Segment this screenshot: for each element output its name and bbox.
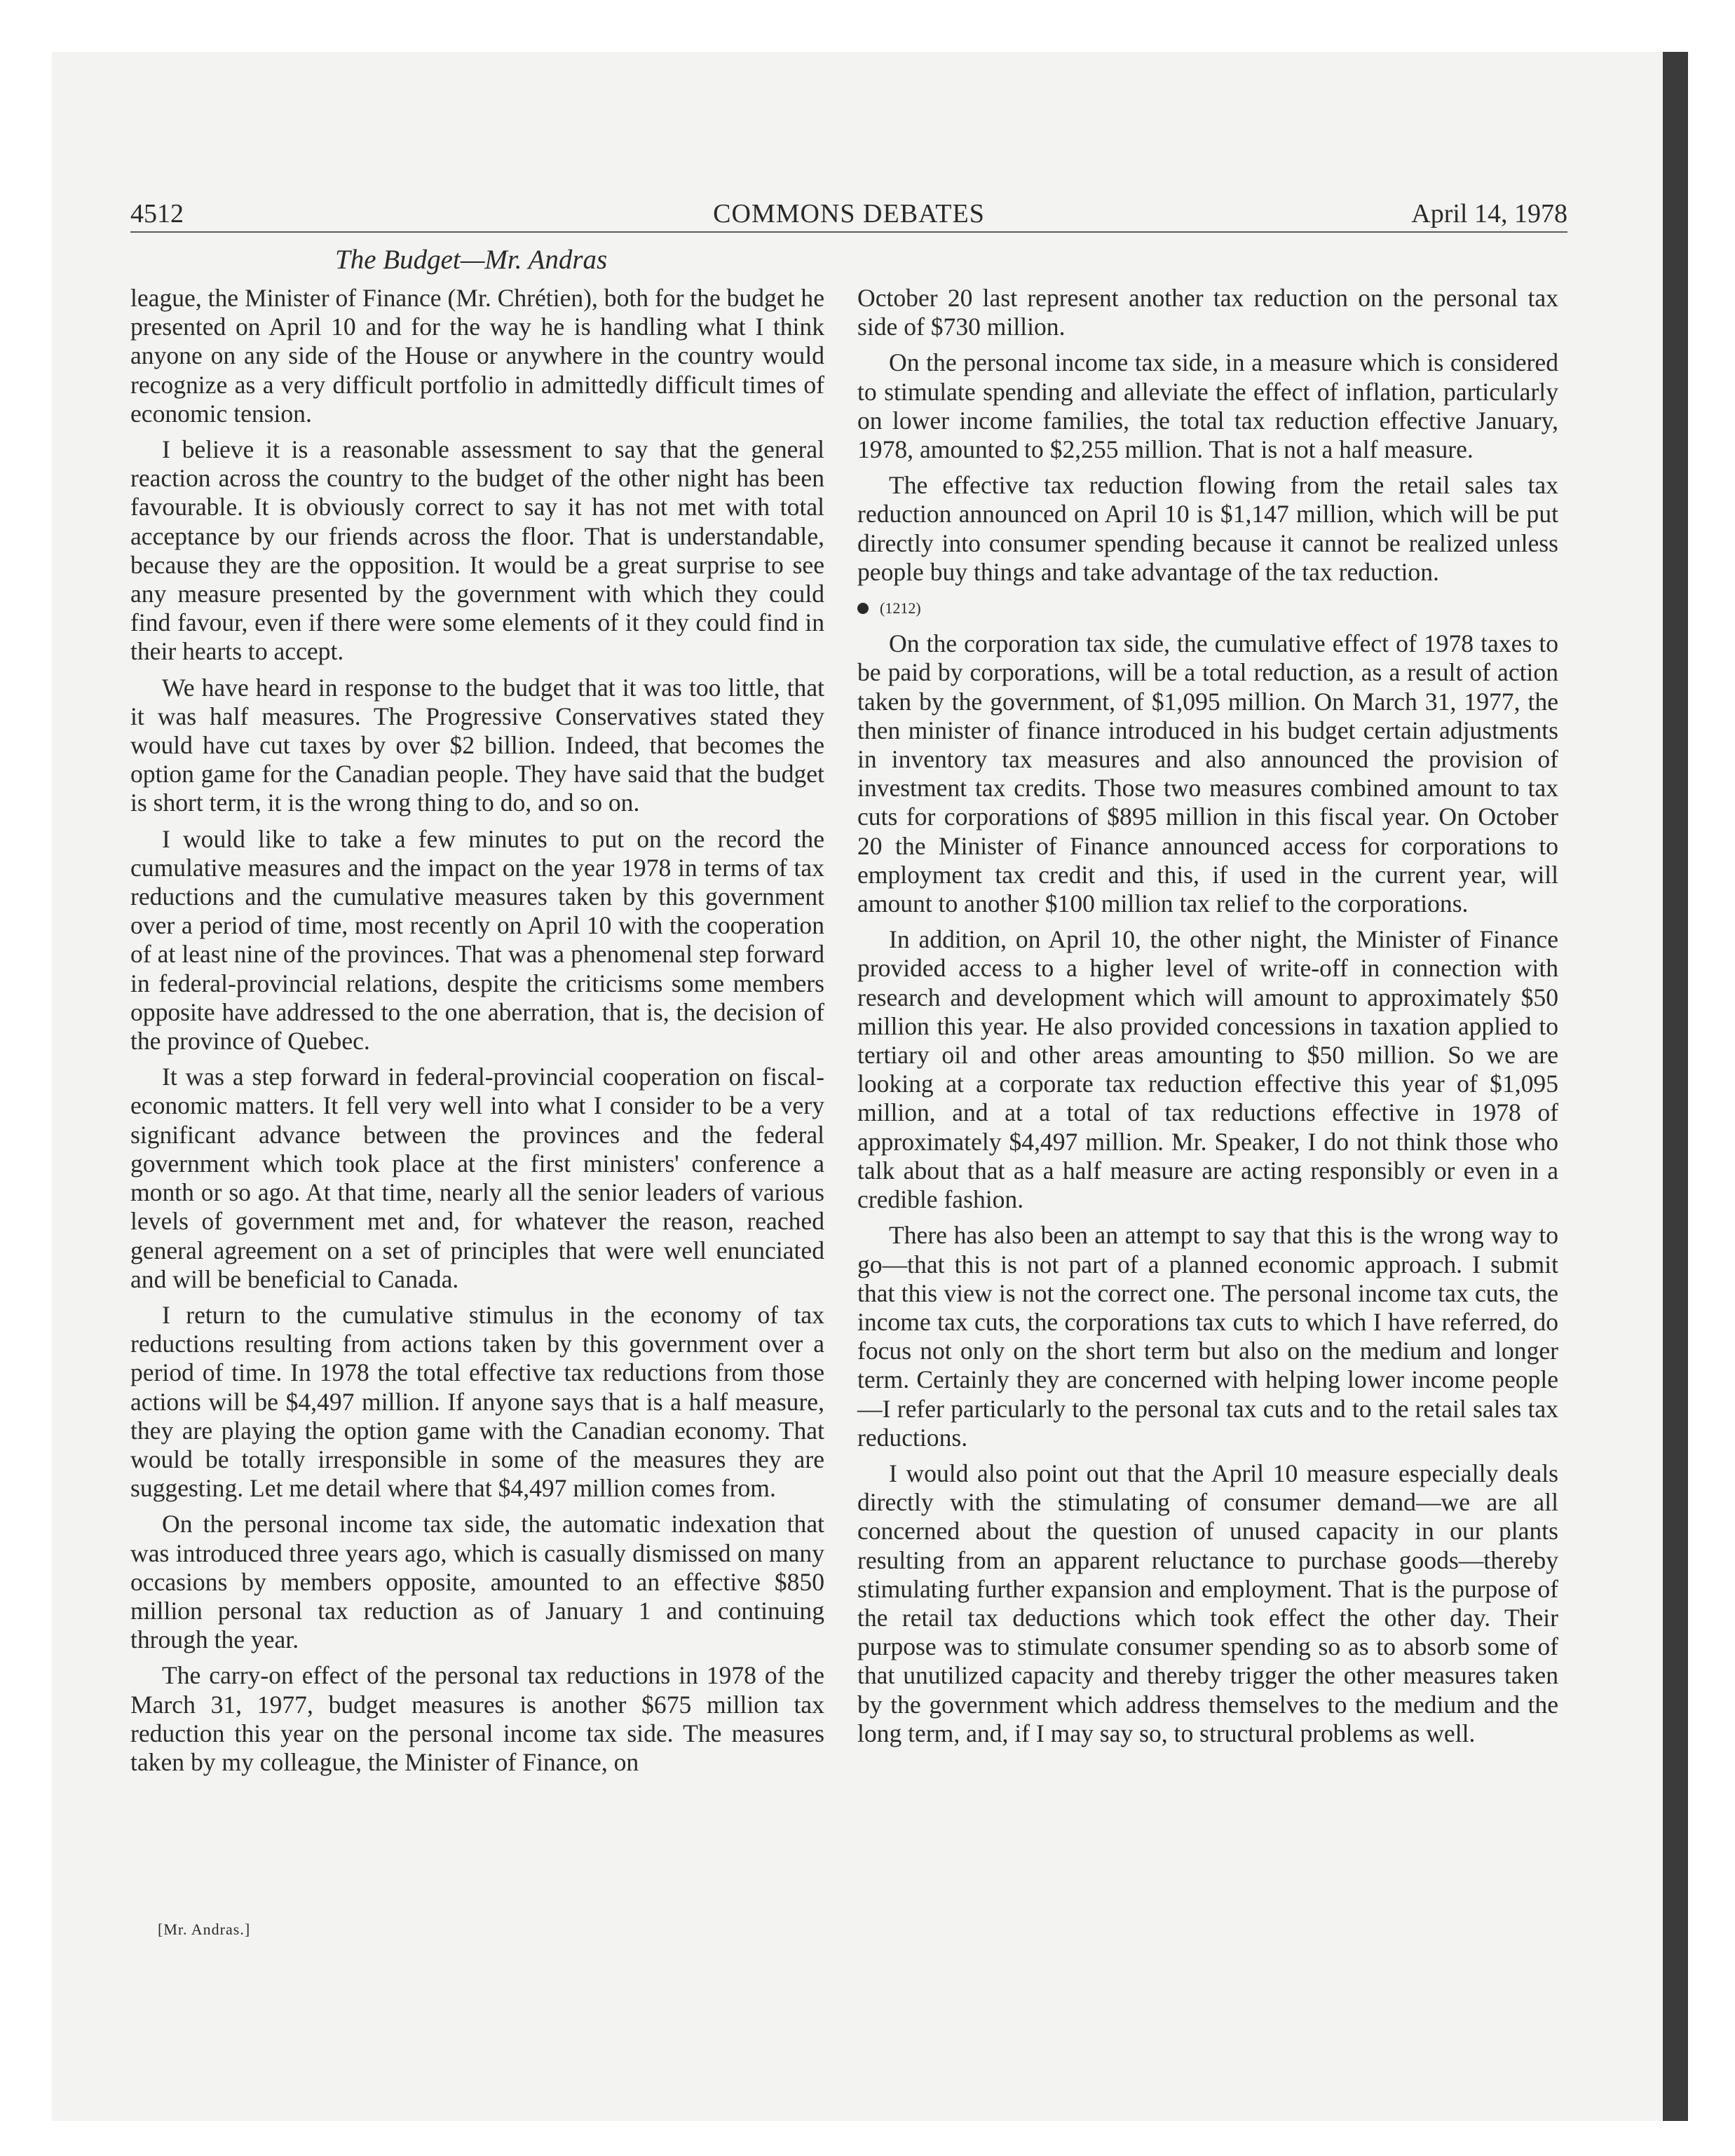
page-number: 4512 (130, 199, 184, 228)
time-marker-label: (1212) (880, 599, 921, 618)
paragraph: I would also point out that the April 10 measure especially deals directly with the stimulating of consumer demand—we are all concerned about the question of unused capacity in our plants resulting from an apparent reluctance to purchase goods—thereby stimulating further expansion and employment. That is the purpose of the retail tax deductions which took effect the other day. Their purpose was to stimulate consumer spending so as to absorb some of that unutilized capacity and thereby trigger the other measures taken by the government which address themselves to the medium and the long term, and, if I may say so, to structural problems as well. (857, 1459, 1558, 1747)
page-header (130, 198, 1567, 229)
paragraph: On the corporation tax side, the cumulative effect of 1978 taxes to be paid by corporations, will be a total reduction, as a result of action taken by the government, of $1,095 million. On March 31, 1977, the then minister of finance introduced in his budget certain adjustments in inventory tax measures and also announced the provision of investment tax credits. Those two measures combined amount to tax cuts for corporations of $895 million in this fiscal year. On October 20 the Minister of Finance announced access for corporations to employment tax credit and this, if used in the current year, will amount to another $100 million tax relief to the corporations. (857, 629, 1558, 918)
header-rule (130, 231, 1567, 233)
paragraph: I would like to take a few minutes to put on the record the cumulative measures and the impact on the year 1978 in terms of tax reductions and the cumulative measures taken by this government over a period of time, most recently on April 10 with the cooperation of at least nine of the provinces. That was a phenomenal step forward in federal-provincial relations, despite the criticisms some members opposite have addressed to the one aberration, that is, the decision of the province of Quebec. (130, 824, 824, 1056)
running-head: The Budget—Mr. Andras (335, 245, 608, 275)
page-edge-shadow (1663, 52, 1688, 2121)
paragraph: league, the Minister of Finance (Mr. Chrétien), both for the budget he presented on April 10 and for the way he is handling what I think anyone on any side of the House or anywhere in the country would recognize as a very difficult portfolio in admittedly difficult times of economic tension. (130, 284, 824, 428)
publication-title: COMMONS DEBATES (713, 199, 985, 228)
bullet-icon (857, 603, 869, 614)
paragraph: I return to the cumulative stimulus in the economy of tax reductions resulting from actions taken by this government over a period of time. In 1978 the total effective tax reductions from those actions will be $4,497 million. If anyone says that is a half measure, they are playing the option game with the Canadian economy. That would be totally irresponsible in some of the measures they are suggesting. Let me detail where that $4,497 million comes from. (130, 1300, 824, 1503)
left-column (130, 284, 824, 1784)
paragraph: The carry-on effect of the personal tax reductions in 1978 of the March 31, 1977, budget measures is another $675 million tax reduction this year on the personal income tax side. The measures taken by my colleague, the Minister of Finance, on (130, 1661, 824, 1776)
paragraph: On the personal income tax side, in a measure which is considered to stimulate spending and alleviate the effect of inflation, particularly on lower income families, the total tax reduction effective January, 1978, amounted to $2,255 million. That is not a half measure. (857, 348, 1558, 464)
paragraph: On the personal income tax side, the automatic indexation that was introduced three years ago, which is casually dismissed on many occasions by members opposite, amounted to an effective $850 million personal tax reduction as of January 1 and continuing through the year. (130, 1510, 824, 1654)
right-column (857, 284, 1558, 1755)
paragraph: I believe it is a reasonable assessment to say that the general reaction across the country to the budget of the other night has been favourable. It is obviously correct to say it has not met with total acceptance by our friends across the floor. That is understandable, because they are the opposition. It would be a great surprise to see any measure presented by the government with which they could find favour, even if there were some elements of it they could find in their hearts to accept. (130, 435, 824, 666)
paragraph: The effective tax reduction flowing from the retail sales tax reduction announced on April 10 is $1,147 million, which will be put directly into consumer spending because it cannot be realized unless people buy things and take advantage of the tax reduction. (857, 471, 1558, 586)
page-date: April 14, 1978 (1411, 199, 1567, 228)
speaker-footnote: [Mr. Andras.] (158, 1920, 251, 1938)
time-marker (857, 594, 1558, 622)
paragraph: It was a step forward in federal-provincial cooperation on fiscal-economic matters. It fell very well into what I consider to be a very significant advance between the provinces and the federal government which took place at the first ministers' conference a month or so ago. At that time, nearly all the senior leaders of various levels of government met and, for whatever the reason, reached general agreement on a set of principles that were well enunciated and will be beneficial to Canada. (130, 1063, 824, 1293)
paragraph: There has also been an attempt to say that this is the wrong way to go—that this is not part of a planned economic approach. I submit that this view is not the correct one. The personal income tax cuts, the income tax cuts, the corporations tax cuts to which I have referred, do focus not only on the short term but also on the medium and longer term. Certainly they are concerned with helping lower income people—I refer particularly to the personal tax cuts and to the retail sales tax reductions. (857, 1221, 1558, 1452)
paragraph: We have heard in response to the budget that it was too little, that it was half measures. The Progressive Conservatives stated they would have cut taxes by over $2 billion. Indeed, that becomes the option game for the Canadian people. They have said that the budget is short term, it is the wrong thing to do, and so on. (130, 673, 824, 817)
paragraph: In addition, on April 10, the other night, the Minister of Finance provided access to a higher level of write-off in connection with research and development which will amount to approximately $50 million this year. He also provided concessions in taxation applied to tertiary oil and other areas amounting to $50 million. So we are looking at a corporate tax reduction effective this year of $1,095 million, and at a total of tax reductions effective in 1978 of approximately $4,497 million. Mr. Speaker, I do not think those who talk about that as a half measure are acting responsibly or even in a credible fashion. (857, 925, 1558, 1214)
paragraph: October 20 last represent another tax reduction on the personal tax side of $730 million. (857, 284, 1558, 341)
